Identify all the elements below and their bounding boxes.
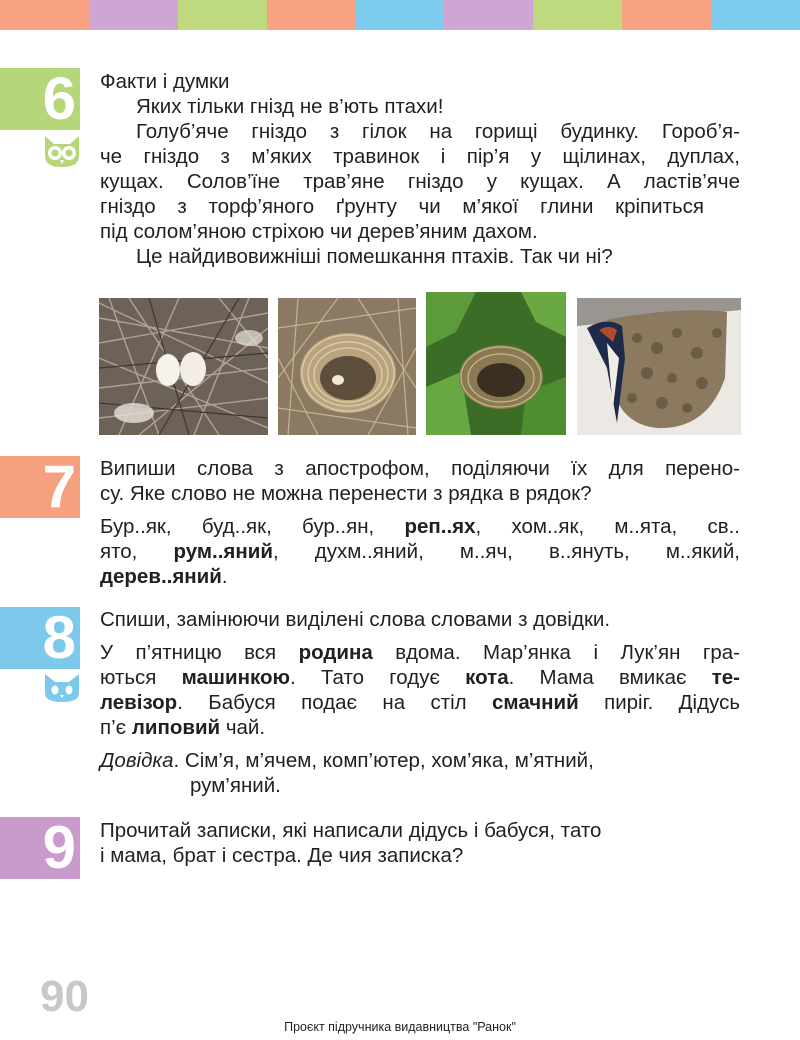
sentence-text: . Бабуся подає на стіл: [177, 691, 493, 714]
task-7-words-line: [100, 564, 740, 589]
sentence-text: пиріг. Дідусь: [578, 691, 740, 714]
task-9-number: 9: [0, 817, 80, 879]
word-list-text: .: [221, 565, 228, 588]
task-9-text: [100, 818, 740, 868]
hint-label: Довідка: [100, 749, 174, 772]
task-6-paragraph-2-line: під солом’яною стріхою чи дерев’яним дахом.: [100, 220, 538, 243]
highlighted-word: смачний: [492, 691, 579, 714]
task-6-paragraph-2-line: кущах. Солов’їне трав’яне гніздо у кущах. А ластів’яче: [100, 170, 740, 193]
hint-words: . Сім’я, м’ячем, комп’ютер, хом’яка, м’ятний,: [173, 749, 594, 772]
task-8-hint-continuation: рум’яний.: [190, 774, 281, 797]
owl-icon: [42, 134, 82, 168]
task-8-instruction: Спиши, замінюючи виділені слова словами з довідки.: [100, 608, 611, 631]
swallow-nest-photo: [577, 298, 741, 435]
sentence-text: п’є: [100, 716, 132, 739]
task-9-instruction-line: і мама, брат і сестра. Де чия записка?: [100, 844, 464, 867]
stripe: [444, 0, 533, 30]
highlighted-word: родина: [298, 641, 373, 664]
highlighted-word: те-: [711, 666, 740, 689]
task-7-words-line: [100, 514, 740, 539]
sentence-text: чай.: [220, 716, 266, 739]
stripe: [178, 0, 267, 30]
highlighted-word: реп..ях: [404, 515, 476, 538]
task-8-sentence-line: [100, 690, 740, 715]
task-6-paragraph-3: Це найдивовижніші помешкання птахів. Так чи ні?: [136, 245, 613, 268]
sentence-text: У п’ятницю вся: [100, 641, 299, 664]
stripe: [356, 0, 445, 30]
task-6-title: Факти і думки: [100, 70, 230, 93]
task-7-words-line: [100, 539, 740, 564]
task-6-paragraph-1: Яких тільки гнізд не в’ють птахи!: [136, 95, 444, 118]
task-6-paragraph-2-line: Голуб’яче гніздо з гілок на горищі будинку. Гороб’я-: [136, 120, 740, 143]
sentence-text: . Мама вмикає: [508, 666, 712, 689]
word-list-text: ято,: [100, 540, 174, 563]
pigeon-nest-photo: [99, 298, 268, 435]
stripe: [0, 0, 89, 30]
task-6-text: [100, 69, 740, 269]
task-7-instruction-line: су. Яке слово не можна перенести з рядка в рядок?: [100, 482, 592, 505]
highlighted-word: рум..яний: [173, 540, 273, 563]
sentence-text: ються: [100, 666, 182, 689]
highlighted-word: дерев..яний: [100, 565, 222, 588]
task-6-paragraph-2-line: гніздо з торф’яного ґрунту чи м’якої глини кріпиться: [100, 195, 704, 218]
task-8-sentence-line: [100, 665, 740, 690]
stripe: [711, 0, 800, 30]
cat-icon: [42, 673, 82, 703]
word-list-text: , хом..як, м..ята, св..: [475, 515, 740, 538]
task-8-sentence-line: [100, 715, 740, 740]
stripe: [622, 0, 711, 30]
stripe: [89, 0, 178, 30]
highlighted-word: машинкою: [181, 666, 290, 689]
task-7-instruction-line: Випиши слова з апострофом, поділяючи їх для перено-: [100, 457, 740, 480]
task-7-number: 7: [0, 456, 80, 518]
sentence-text: . Тато годує: [289, 666, 466, 689]
task-9-instruction-line: Прочитай записки, які написали дідусь і бабуся, тато: [100, 819, 602, 842]
sentence-text: вдома. Мар’янка і Лук’ян гра-: [372, 641, 741, 664]
task-8-sentence-line: [100, 640, 740, 665]
task-8-hint: [100, 748, 740, 773]
highlighted-word: липовий: [131, 716, 221, 739]
sparrow-nest-photo: [278, 298, 416, 435]
stripe: [267, 0, 356, 30]
stripe: [533, 0, 622, 30]
task-6-paragraph-2-line: че гніздо з м’яких травинок і пір’я у щілинах, дуплах,: [100, 145, 740, 168]
task-8-text: [100, 607, 740, 798]
task-7-text: [100, 456, 740, 589]
footer-text: Проєкт підручника видавництва "Ранок": [284, 1020, 516, 1034]
word-list-text: , духм..яний, м..яч, в..януть, м..який,: [272, 540, 740, 563]
highlighted-word: кота: [465, 666, 509, 689]
task-8-number: 8: [0, 607, 80, 669]
page-number: 90: [40, 972, 89, 1021]
top-color-stripes: [0, 0, 800, 30]
nightingale-nest-photo: [426, 292, 566, 435]
word-list-text: Бур..як, буд..як, бур..ян,: [100, 515, 405, 538]
task-6-number: 6: [0, 68, 80, 130]
highlighted-word: левізор: [100, 691, 178, 714]
